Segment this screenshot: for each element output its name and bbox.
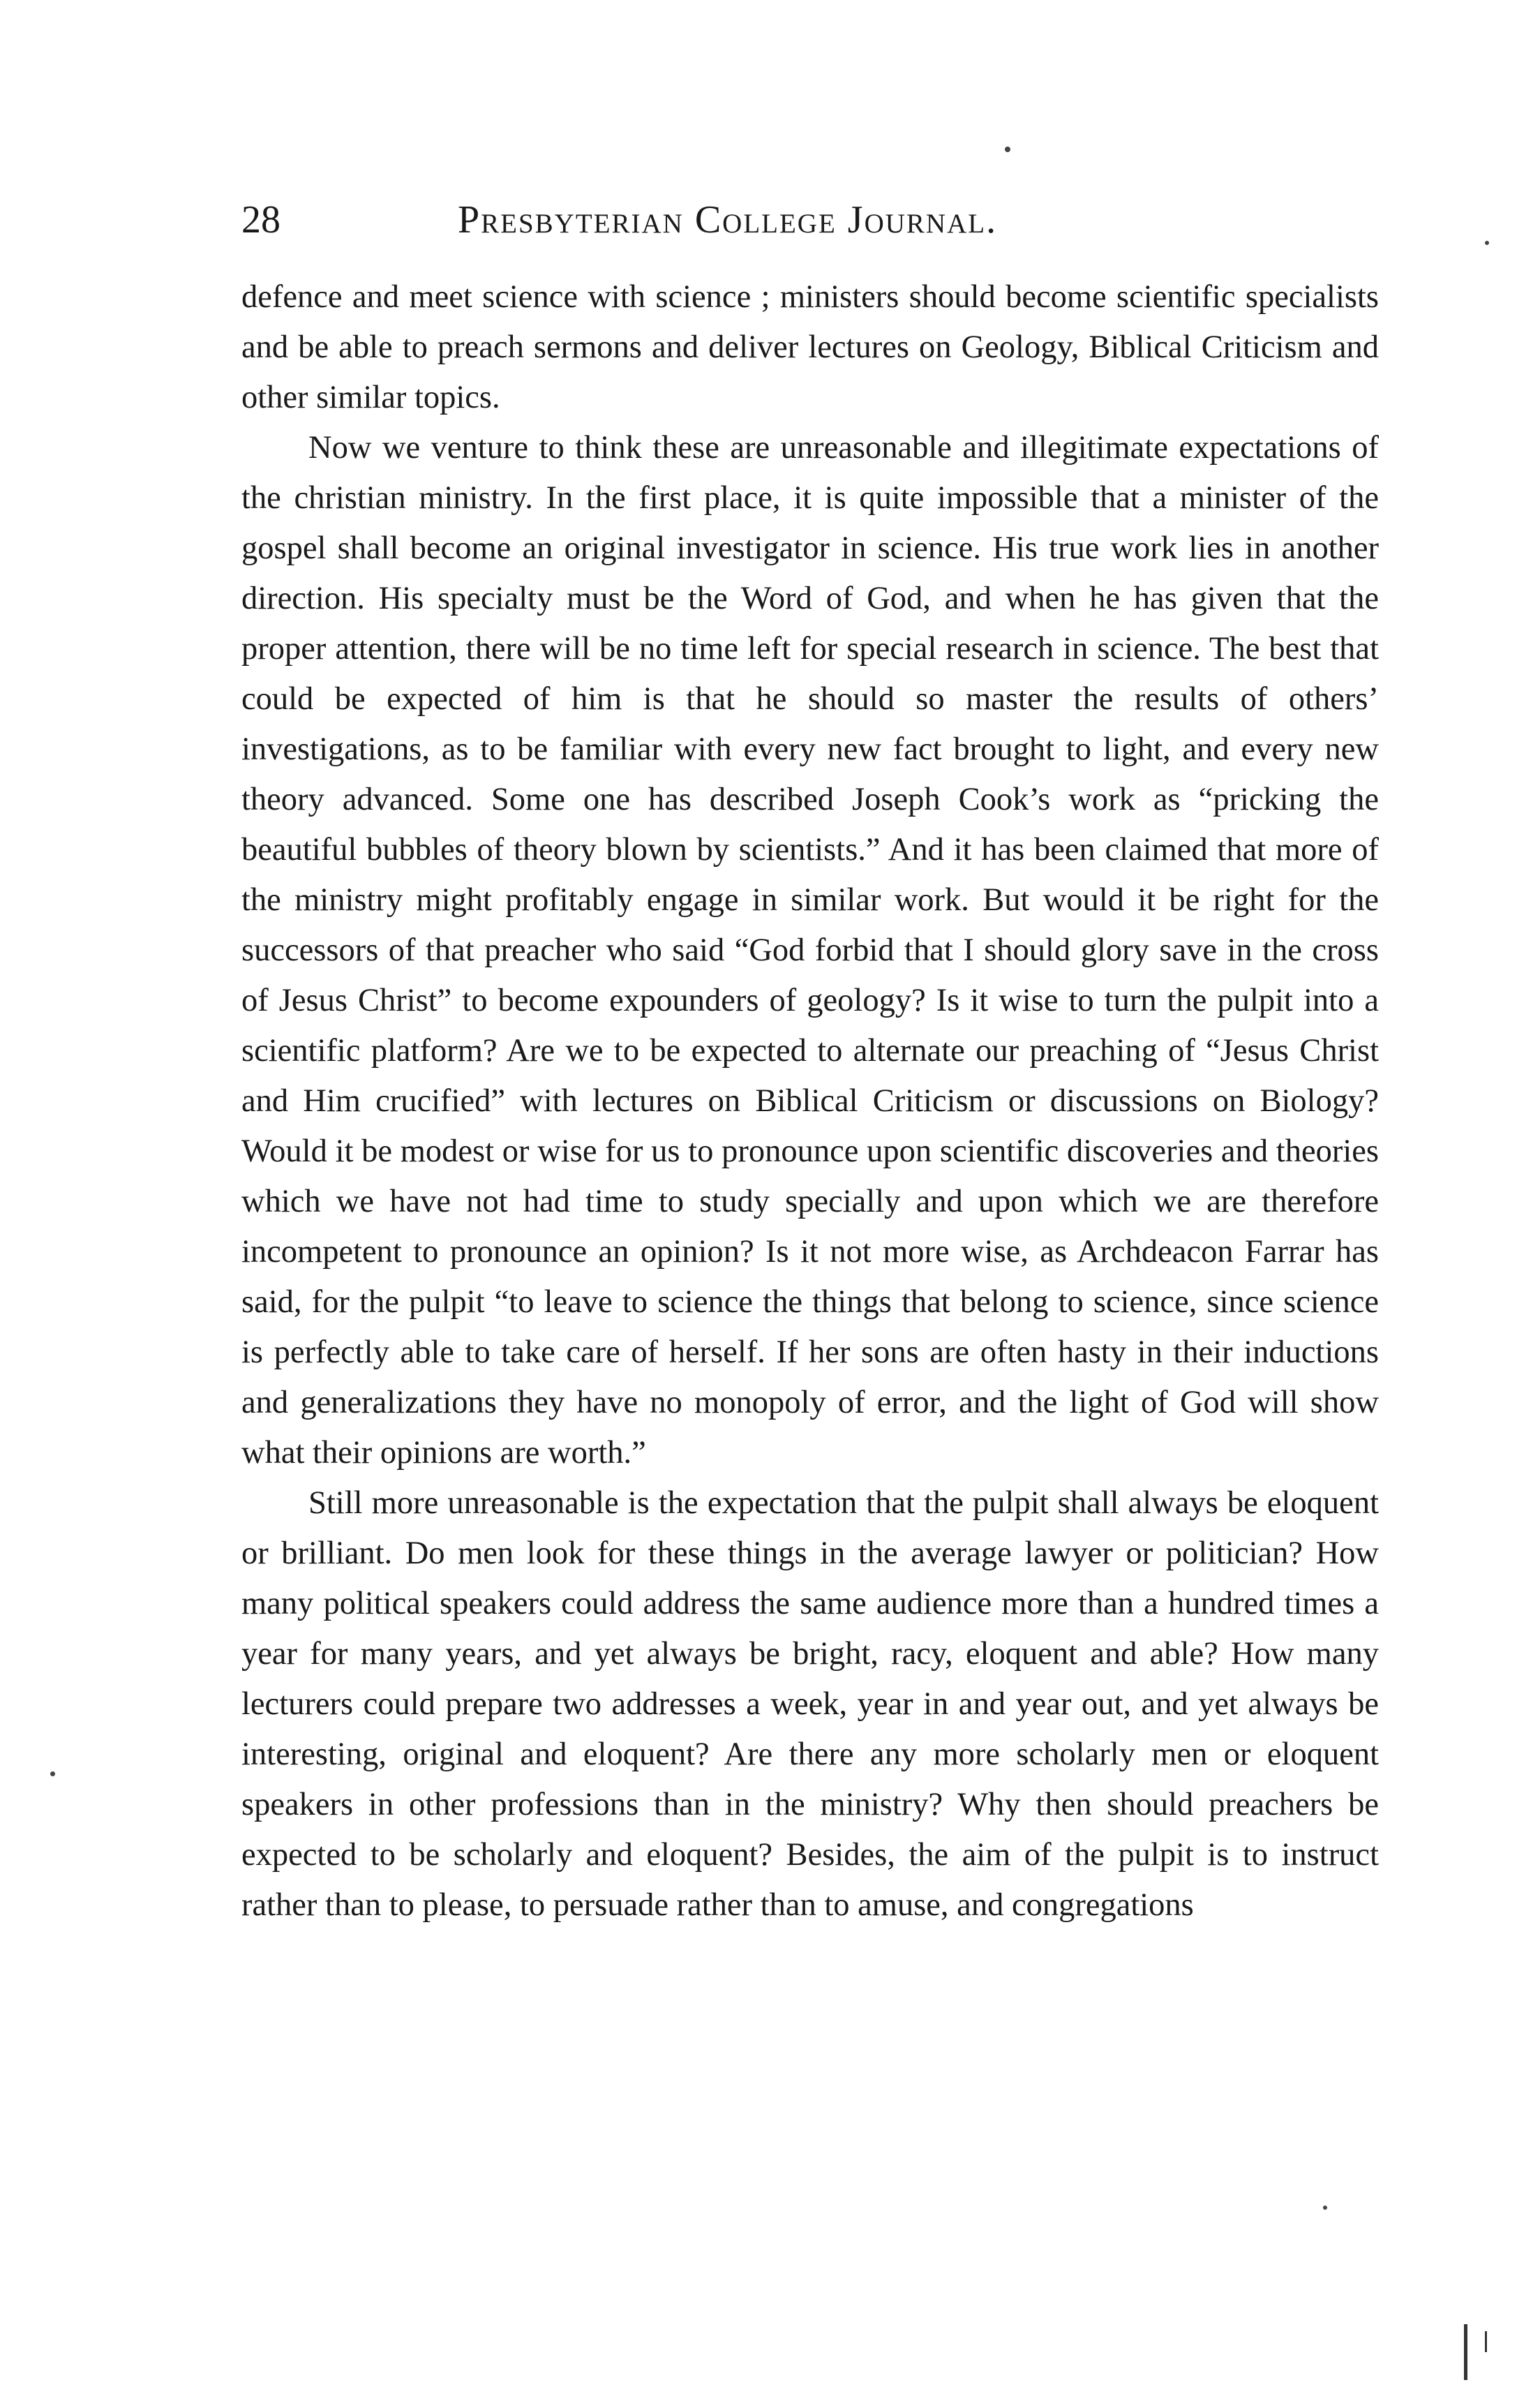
body-text	[241, 272, 1379, 1931]
margin-mark	[1485, 2331, 1487, 2352]
scan-speck	[1485, 241, 1489, 245]
scan-speck	[1005, 147, 1010, 152]
page-header	[241, 188, 1400, 251]
page-number: 28	[241, 198, 281, 241]
margin-mark	[1464, 2324, 1467, 2380]
scan-speck	[50, 1771, 55, 1776]
paragraph-3: Still more unreasonable is the expectation that the pulpit shall always be eloquent or brilliant. Do men look for these things in the average lawyer or politician? How many political speakers could address the same audience more than a hundred times a year for many years, and yet always be bright, racy, eloquent and able? How many lecturers could prepare two addresses a week, year in and year out, and yet always be interesting, original and eloquent? Are there any more scholarly men or eloquent speakers in other professions than in the ministry? Why then should preachers be expected to be scholarly and eloquent? Besides, the aim of the pulpit is to instruct rather than to please, to persuade rather than to amuse, and congregations	[241, 1485, 1379, 1923]
running-title: Presbyterian College Journal.	[458, 198, 998, 241]
scan-speck	[1323, 2206, 1327, 2210]
paragraph-1: defence and meet science with science ; ministers should become scientific specialists and be able to preach sermons and deliver lectures on Geology, Biblical Criticism and other similar topics.	[241, 279, 1379, 415]
paragraph-2: Now we venture to think these are unreasonable and illegitimate expectations of the christian ministry. In the first place, it is quite impossible that a minister of the gospel shall become an original investigator in science. His true work lies in another direction. His specialty must be the Word of God, and when he has given that the proper attention, there will be no time left for special research in science. The best that could be expected of him is that he should so master the results of others’ investigations, as to be familiar with every new fact brought to light, and every new theory advanced. Some one has described Joseph Cook’s work as “pricking the beautiful bubbles of theory blown by scientists.” And it has been claimed that more of the ministry might profitably engage in similar work. But would it be right for the successors of that preacher who said “God forbid that I should glory save in the cross of Jesus Christ” to become expounders of geology? Is it wise to turn the pulpit into a scientific platform? Are we to be expected to alternate our preaching of “Jesus Christ and Him crucified” with lectures on Biblical Criticism or discussions on Biology? Would it be modest or wise for us to pronounce upon scientific discoveries and theories which we have not had time to study specially and upon which we are therefore incompetent to pronounce an opinion? Is it not more wise, as Archdeacon Farrar has said, for the pulpit “to leave to science the things that belong to science, since science is perfectly able to take care of herself. If her sons are often hasty in their inductions and generalizations they have no monopoly of error, and the light of God will show what their opinions are worth.”	[241, 430, 1379, 1471]
